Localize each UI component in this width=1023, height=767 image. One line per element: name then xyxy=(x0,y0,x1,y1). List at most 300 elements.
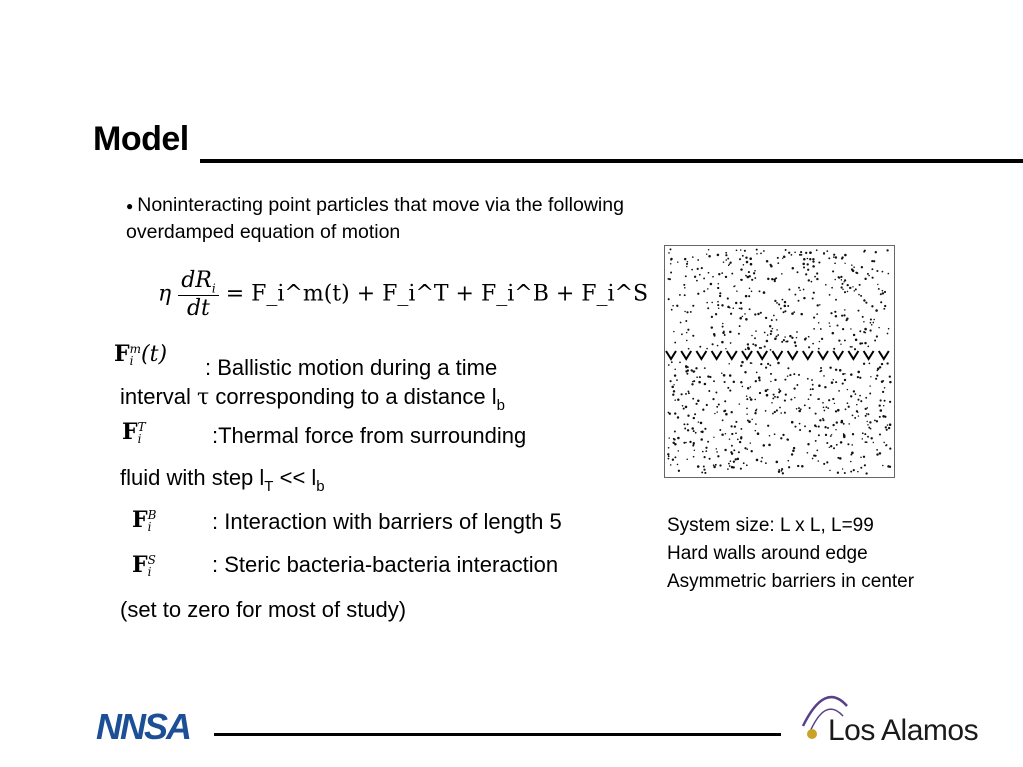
particle xyxy=(863,363,865,365)
particle xyxy=(818,348,820,350)
particle xyxy=(853,469,855,471)
particle xyxy=(833,254,835,256)
particle xyxy=(889,401,891,403)
particle xyxy=(789,374,791,376)
particle xyxy=(686,367,688,369)
particle xyxy=(882,380,884,382)
particle xyxy=(844,309,846,311)
particle xyxy=(774,338,777,341)
particle xyxy=(683,408,685,410)
particle xyxy=(769,325,771,327)
particle xyxy=(831,434,832,435)
particle xyxy=(716,448,718,450)
particle xyxy=(683,442,685,444)
particle xyxy=(808,398,810,400)
particle xyxy=(682,405,684,407)
particle xyxy=(669,413,671,415)
particle xyxy=(782,434,784,436)
particle xyxy=(826,250,828,252)
particle xyxy=(668,458,670,460)
particle xyxy=(850,328,851,329)
title-underline xyxy=(200,159,1023,163)
particle xyxy=(791,254,793,256)
particle xyxy=(687,261,688,262)
particle xyxy=(685,406,688,409)
particle xyxy=(750,362,752,364)
particle xyxy=(725,413,728,416)
particle xyxy=(845,408,847,410)
particle xyxy=(757,432,760,435)
particle xyxy=(772,397,774,399)
particle xyxy=(719,429,721,431)
particle xyxy=(788,466,790,468)
particle xyxy=(719,464,721,466)
particle xyxy=(854,348,856,350)
particle xyxy=(777,257,779,259)
particle xyxy=(779,407,781,409)
force-symbol-thermal: FT i xyxy=(122,419,146,446)
particle xyxy=(677,464,679,466)
particle xyxy=(691,427,694,430)
chevron-barrier xyxy=(681,351,691,359)
particle xyxy=(784,400,786,402)
particle xyxy=(708,390,710,392)
particle xyxy=(854,417,856,419)
particle xyxy=(774,433,776,435)
particle xyxy=(776,302,778,304)
particle xyxy=(695,403,697,405)
particle xyxy=(850,471,852,473)
particle xyxy=(715,313,717,315)
particle xyxy=(770,349,772,351)
particle xyxy=(886,429,888,431)
chevron-barrier xyxy=(696,351,706,359)
particle xyxy=(785,393,787,395)
particle xyxy=(876,270,878,272)
particle xyxy=(767,278,769,280)
particle xyxy=(774,396,776,398)
particle xyxy=(812,384,814,386)
particle xyxy=(731,411,733,413)
particle xyxy=(794,426,796,428)
particle xyxy=(685,393,687,395)
particle xyxy=(867,424,868,425)
particle xyxy=(687,390,689,392)
particle xyxy=(759,290,761,292)
particle xyxy=(713,466,716,469)
particle xyxy=(810,388,812,390)
particle xyxy=(683,423,685,425)
particle xyxy=(672,305,674,307)
particle xyxy=(844,291,846,293)
particle xyxy=(687,415,689,417)
particle xyxy=(879,433,881,435)
particle xyxy=(799,423,801,425)
particle xyxy=(815,413,817,415)
particle xyxy=(856,404,858,406)
particle xyxy=(745,318,748,321)
particle xyxy=(740,268,742,270)
particle xyxy=(730,425,732,427)
force-symbol-barrier: FB i xyxy=(132,507,157,534)
particle xyxy=(773,394,775,396)
particle xyxy=(761,457,763,459)
particle xyxy=(883,442,885,444)
derivative-fraction xyxy=(178,268,219,321)
particle xyxy=(729,331,732,334)
particle xyxy=(864,250,866,252)
particle xyxy=(773,315,775,317)
particle xyxy=(703,290,705,292)
particle xyxy=(885,445,887,447)
caption-line-barriers: Asymmetric barriers in center xyxy=(667,571,915,592)
particle xyxy=(713,437,714,438)
particle xyxy=(752,343,754,345)
particle xyxy=(735,432,737,434)
particle xyxy=(826,461,828,463)
particle xyxy=(867,436,869,438)
particle xyxy=(704,383,707,386)
particle xyxy=(724,449,726,451)
particle xyxy=(787,439,789,441)
particle xyxy=(751,450,753,452)
particle xyxy=(809,251,812,254)
particle xyxy=(825,284,827,286)
particle xyxy=(721,272,723,274)
force-symbol-steric: FS i xyxy=(132,552,156,579)
particle xyxy=(781,468,783,470)
particle xyxy=(811,281,813,283)
particle xyxy=(835,299,837,301)
particle xyxy=(888,427,890,429)
particle xyxy=(800,313,803,316)
particle xyxy=(837,472,839,474)
particle xyxy=(889,466,891,468)
particle xyxy=(670,248,672,250)
particle xyxy=(727,387,729,389)
particle xyxy=(712,276,714,278)
particle xyxy=(872,277,874,279)
particle xyxy=(719,295,721,297)
particle xyxy=(853,334,855,336)
particle xyxy=(737,458,740,461)
particle xyxy=(849,287,851,289)
particle xyxy=(737,439,739,441)
particle xyxy=(859,330,861,332)
particle xyxy=(718,273,720,275)
particle xyxy=(707,307,709,309)
particle xyxy=(810,394,812,396)
particle xyxy=(888,328,890,330)
particle xyxy=(692,335,694,337)
particle xyxy=(744,447,746,449)
particle xyxy=(847,284,849,286)
particle xyxy=(754,412,756,414)
particle xyxy=(756,253,758,255)
particle xyxy=(703,277,705,279)
particle xyxy=(836,324,838,326)
particle xyxy=(794,397,796,399)
chevron-barrier xyxy=(848,351,858,359)
particle xyxy=(739,325,741,327)
particle xyxy=(755,430,757,432)
particle xyxy=(822,419,824,421)
particle xyxy=(884,387,886,389)
equation-rhs: = F_i^m(t) + F_i^T + F_i^B + F_i^S xyxy=(225,281,649,307)
particle xyxy=(701,267,703,269)
particle xyxy=(731,445,733,447)
particle xyxy=(704,428,706,430)
particle xyxy=(851,444,853,446)
particle xyxy=(807,263,809,265)
particle xyxy=(852,415,854,417)
particle xyxy=(850,373,853,376)
particle xyxy=(697,268,699,270)
particle xyxy=(809,430,811,432)
particle xyxy=(812,388,814,390)
particle xyxy=(704,367,706,369)
simulation-snapshot xyxy=(664,245,895,478)
particle xyxy=(684,287,686,289)
particle xyxy=(766,394,769,397)
particle xyxy=(705,447,707,449)
particle xyxy=(742,255,744,257)
particle xyxy=(728,363,730,365)
particle xyxy=(808,336,810,338)
particle xyxy=(694,449,696,451)
set-zero-note: (set to zero for most of study) xyxy=(120,597,407,622)
particle xyxy=(676,379,678,381)
particle xyxy=(685,442,687,444)
particle xyxy=(796,384,798,386)
particle xyxy=(683,284,685,286)
particle xyxy=(700,438,703,441)
particle xyxy=(833,447,835,449)
particle xyxy=(686,340,688,342)
term-thermal-text: :Thermal force from surrounding xyxy=(212,423,527,448)
particle xyxy=(693,430,695,432)
particle xyxy=(776,461,779,464)
particle xyxy=(880,301,882,303)
particle xyxy=(712,398,714,400)
particle xyxy=(716,451,718,453)
particle xyxy=(740,437,742,439)
particle xyxy=(814,276,816,278)
particle xyxy=(776,409,778,411)
particle xyxy=(695,432,697,434)
particle xyxy=(818,384,821,387)
particle xyxy=(678,470,680,472)
particle xyxy=(844,373,846,375)
particle xyxy=(745,295,748,298)
particle xyxy=(692,398,694,400)
particle xyxy=(855,339,858,342)
particle xyxy=(847,291,848,292)
particle xyxy=(673,331,674,332)
particle xyxy=(684,294,686,296)
particle xyxy=(694,370,696,372)
particle xyxy=(835,256,837,258)
particle xyxy=(842,288,844,290)
particle xyxy=(882,465,884,467)
particle xyxy=(740,468,742,470)
particle xyxy=(770,373,772,375)
particle xyxy=(780,437,782,439)
particle xyxy=(841,279,842,280)
particle xyxy=(694,413,696,415)
particle xyxy=(864,464,866,466)
particle xyxy=(793,311,795,313)
particle xyxy=(722,326,724,328)
particle xyxy=(837,409,840,412)
particle xyxy=(860,457,862,459)
particle xyxy=(727,258,729,260)
particle xyxy=(823,463,825,465)
particle xyxy=(740,381,742,383)
particle xyxy=(859,284,861,286)
particle xyxy=(760,253,762,255)
particle xyxy=(791,421,794,424)
particle xyxy=(674,431,676,433)
simulation-caption xyxy=(667,512,914,596)
particle xyxy=(808,279,810,281)
particle xyxy=(818,322,820,324)
particle xyxy=(754,313,756,315)
particle xyxy=(785,249,787,251)
particle xyxy=(691,269,693,271)
particle xyxy=(836,444,838,446)
particle xyxy=(740,279,742,281)
particle xyxy=(856,410,858,412)
particle xyxy=(792,449,795,452)
particle xyxy=(787,305,789,307)
particle xyxy=(818,434,820,436)
particle xyxy=(718,283,720,285)
particle xyxy=(881,363,883,365)
particle xyxy=(874,420,876,422)
particle xyxy=(781,341,783,343)
particle xyxy=(733,466,735,468)
particle xyxy=(764,332,766,334)
particle xyxy=(749,257,752,260)
particle xyxy=(729,438,731,440)
particle xyxy=(697,400,700,403)
particle xyxy=(872,322,874,324)
particle xyxy=(740,307,742,309)
particle xyxy=(827,407,829,409)
particle xyxy=(868,427,870,429)
particle xyxy=(747,347,750,350)
particle xyxy=(772,328,774,330)
particle xyxy=(686,332,687,333)
particle xyxy=(844,279,846,281)
particle xyxy=(699,376,701,378)
particle xyxy=(725,348,726,349)
particle xyxy=(851,346,853,348)
particle xyxy=(739,308,741,310)
particle xyxy=(738,451,740,453)
particle xyxy=(723,261,725,263)
particle xyxy=(796,337,798,339)
particle xyxy=(779,390,781,392)
particle xyxy=(824,426,826,428)
particle xyxy=(735,302,737,304)
particle xyxy=(770,381,771,382)
particle xyxy=(686,458,688,460)
particle xyxy=(745,275,747,277)
particle xyxy=(735,421,737,423)
particle xyxy=(858,310,860,312)
particle xyxy=(770,333,772,335)
particle xyxy=(760,312,762,314)
particle xyxy=(684,311,685,312)
particle xyxy=(778,469,780,471)
particle xyxy=(823,375,825,377)
particle xyxy=(884,291,886,293)
los-alamos-logo: Los Alamos xyxy=(828,714,979,747)
particle xyxy=(836,421,838,423)
particle xyxy=(777,262,779,264)
particle xyxy=(765,317,767,319)
particle xyxy=(674,412,676,414)
particle xyxy=(705,450,707,452)
particle xyxy=(847,389,848,390)
particle xyxy=(667,453,669,455)
particle xyxy=(736,249,738,251)
particle xyxy=(813,328,815,330)
particle xyxy=(798,407,800,409)
particle xyxy=(803,258,806,261)
particle xyxy=(697,293,699,295)
particle xyxy=(743,462,745,464)
particle xyxy=(820,367,822,369)
particle xyxy=(860,295,862,297)
particle xyxy=(860,400,862,402)
particle xyxy=(742,386,744,388)
term-barrier-text: : Interaction with barriers of length 5 xyxy=(212,509,562,534)
particle xyxy=(671,309,673,311)
particle xyxy=(812,297,814,299)
particle xyxy=(681,393,683,395)
force-symbol-motor: Fm i (t) xyxy=(114,341,168,368)
particle xyxy=(670,259,672,261)
particle xyxy=(691,383,693,385)
particle xyxy=(854,290,856,292)
particle xyxy=(889,381,891,383)
particle xyxy=(829,294,831,296)
particle xyxy=(798,374,800,376)
particle xyxy=(777,362,780,365)
particle xyxy=(812,258,814,260)
particle xyxy=(781,273,783,275)
particle xyxy=(701,431,704,434)
particle xyxy=(797,465,799,467)
particle xyxy=(817,304,819,306)
particle xyxy=(861,266,863,268)
particle xyxy=(787,460,789,462)
particle xyxy=(888,273,890,275)
particle xyxy=(875,309,878,312)
particle xyxy=(749,288,751,290)
particle xyxy=(846,319,848,321)
particle xyxy=(832,332,835,335)
particle xyxy=(774,280,776,282)
particle xyxy=(707,441,709,443)
particle xyxy=(870,329,872,331)
particle xyxy=(687,366,689,368)
particle xyxy=(829,326,831,328)
particle xyxy=(709,458,711,460)
